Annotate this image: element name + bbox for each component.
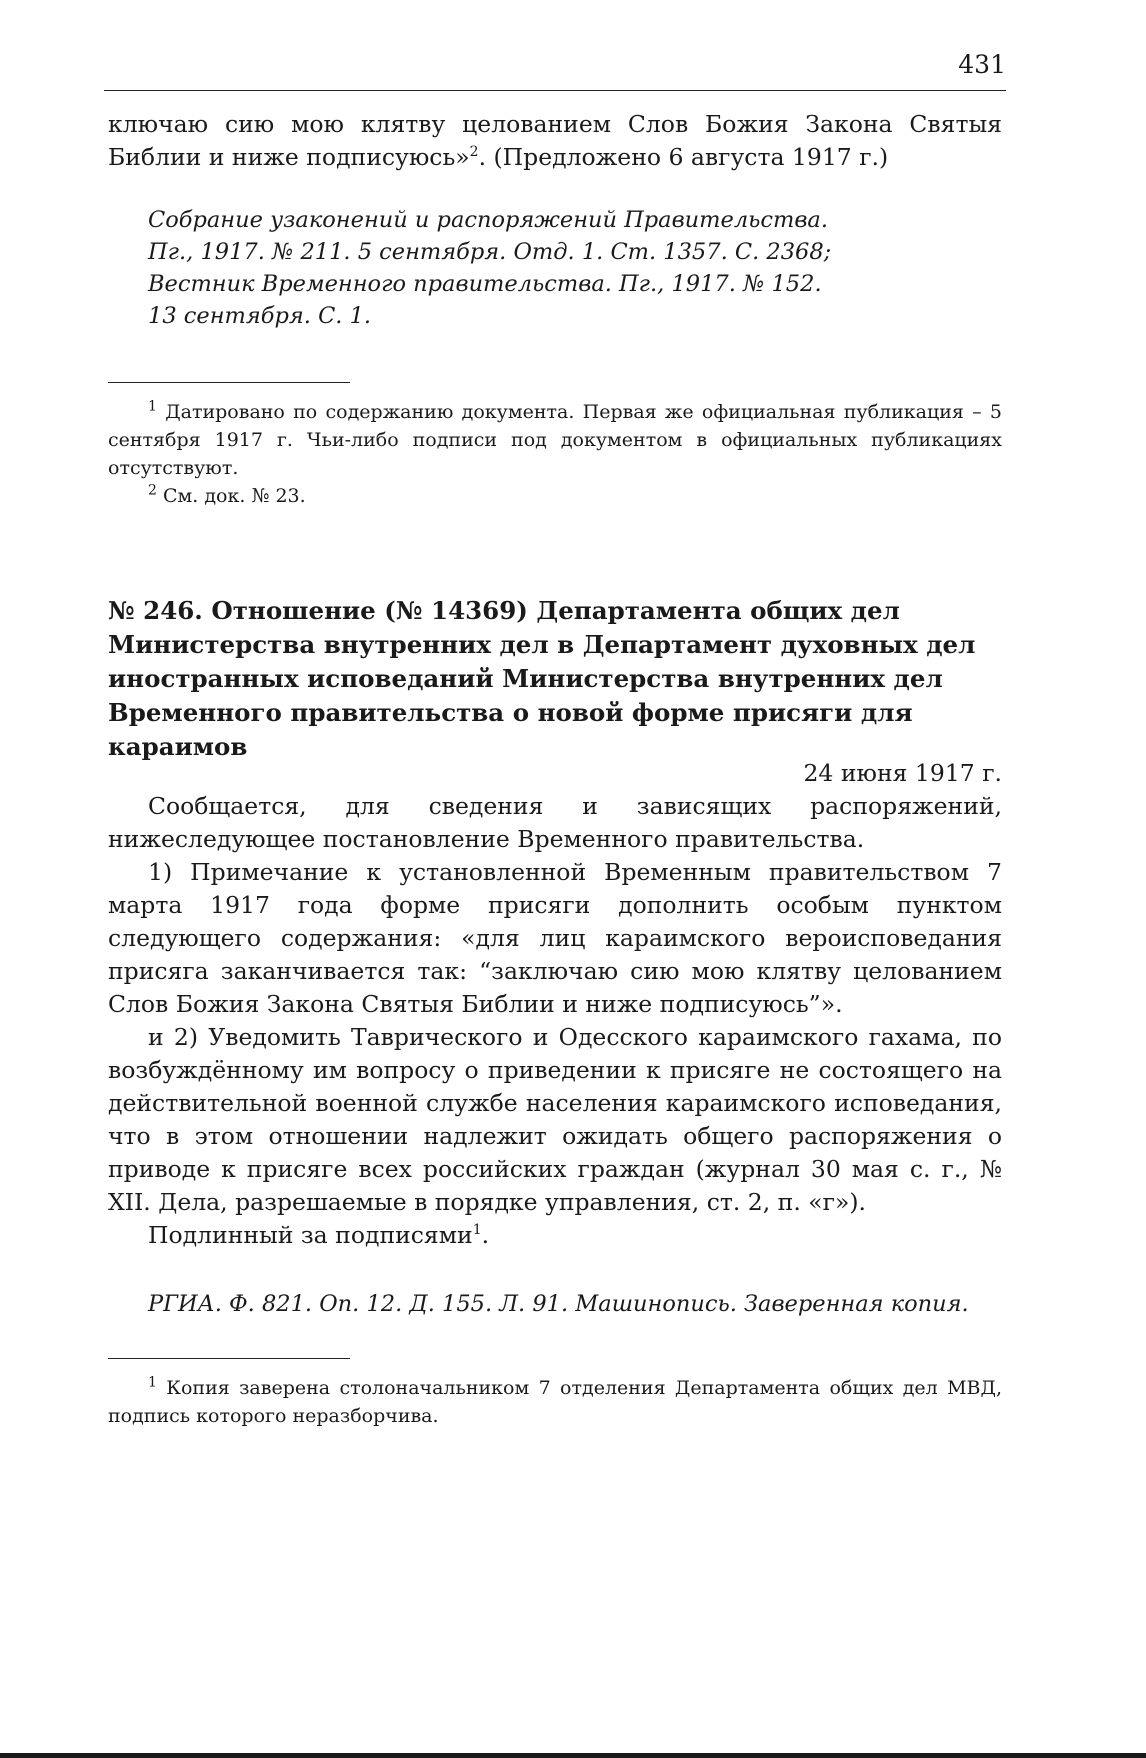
body-paragraph: Сообщается, для сведения и зависящих распоряжений, нижеследующее постановление Временного правительства. — [108, 792, 1002, 853]
footnote-rule — [108, 382, 350, 383]
footnote-ref-1: 1 — [472, 1222, 482, 1239]
footnote-separator-1 — [108, 382, 1002, 383]
document-body — [108, 790, 1002, 1252]
signature-tail: . — [481, 1221, 490, 1249]
archival-source: РГИА. Ф. 821. Оп. 12. Д. 155. Л. 91. Машинопись. Заверенная копия. — [148, 1291, 969, 1317]
body-paragraph: 1) Примечание к установленной Временным правительством 7 марта 1917 года форме присяги дополнить особым пунктом следующего содержания: «для лиц караимского вероисповедания присяга заканчивается так: “заключаю сию мою клятву целованием Слов Божия Закона Святыя Библии и ниже подписуюсь”». — [108, 858, 1002, 1018]
footnote-rule — [108, 1358, 350, 1359]
continuation-paragraph — [108, 108, 1002, 174]
source-line: Пг., 1917. № 211. 5 сентября. Отд. 1. Ст. 1357. С. 2368; — [148, 239, 832, 265]
footnote-mark: 1 — [148, 398, 157, 415]
continuation-text: ключаю сию мою клятву целованием Слов Божия Закона Святыя Библии и ниже подписуюсь» — [108, 110, 1002, 171]
source-citation-1 — [148, 204, 928, 332]
footnote-text: Копия заверена столоначальником 7 отделения Департамента общих дел МВД, подпись которого неразборчива. — [108, 1377, 1002, 1427]
footnote-mark: 1 — [148, 1374, 157, 1391]
scan-edge — [0, 1753, 1146, 1758]
footnotes-block-2 — [108, 1374, 1002, 1430]
source-line: 13 сентября. С. 1. — [148, 303, 372, 329]
source-line: Вестник Временного правительства. Пг., 1917. № 152. — [148, 271, 822, 297]
footnote-separator-2 — [108, 1358, 1002, 1359]
page-number: 431 — [958, 50, 1006, 79]
footnotes-block-1 — [108, 398, 1002, 510]
document-heading-block — [108, 594, 1002, 764]
body-paragraph: и 2) Уведомить Таврического и Одесского караимского гахама, по возбуждённому им вопросу о приведении к присяге не состоящего на действительной военной службе населения караимского исповедания, что в этом отношении надлежит ожидать общего распоряжения о приводе к присяге всех российских граждан (журнал 30 мая с. г., № XII. Дела, разрешаемые в порядке управления, ст. 2, п. «г»). — [108, 1023, 1002, 1216]
signature-line — [108, 1219, 1002, 1252]
footnote-ref-2: 2 — [469, 144, 479, 161]
document-heading: № 246. Отношение (№ 14369) Департамента общих дел Министерства внутренних дел в Департамент духовных дел иностранных исповеданий Министерства внутренних дел Временного правительства о новой форме присяги для караимов — [108, 596, 976, 761]
signature-text: Подлинный за подписями — [148, 1221, 473, 1249]
footnote-item — [108, 1374, 1002, 1430]
footnote-text: См. док. № 23. — [156, 485, 306, 507]
footnote-item — [108, 482, 1002, 510]
footnote-text: Датировано по содержанию документа. Первая же официальная публикация – 5 сентября 1917 г. Чьи-либо подписи под документом в официальных публикациях отсутствуют. — [108, 401, 1002, 479]
footnote-item — [108, 398, 1002, 482]
footnote-mark: 2 — [148, 482, 157, 499]
source-line: Собрание узаконений и распоряжений Правительства. — [148, 207, 828, 233]
document-date: 24 июня 1917 г. — [803, 759, 1002, 787]
continuation-tail: . (Предложено 6 августа 1917 г.) — [478, 143, 889, 171]
header-rule — [104, 90, 1006, 91]
